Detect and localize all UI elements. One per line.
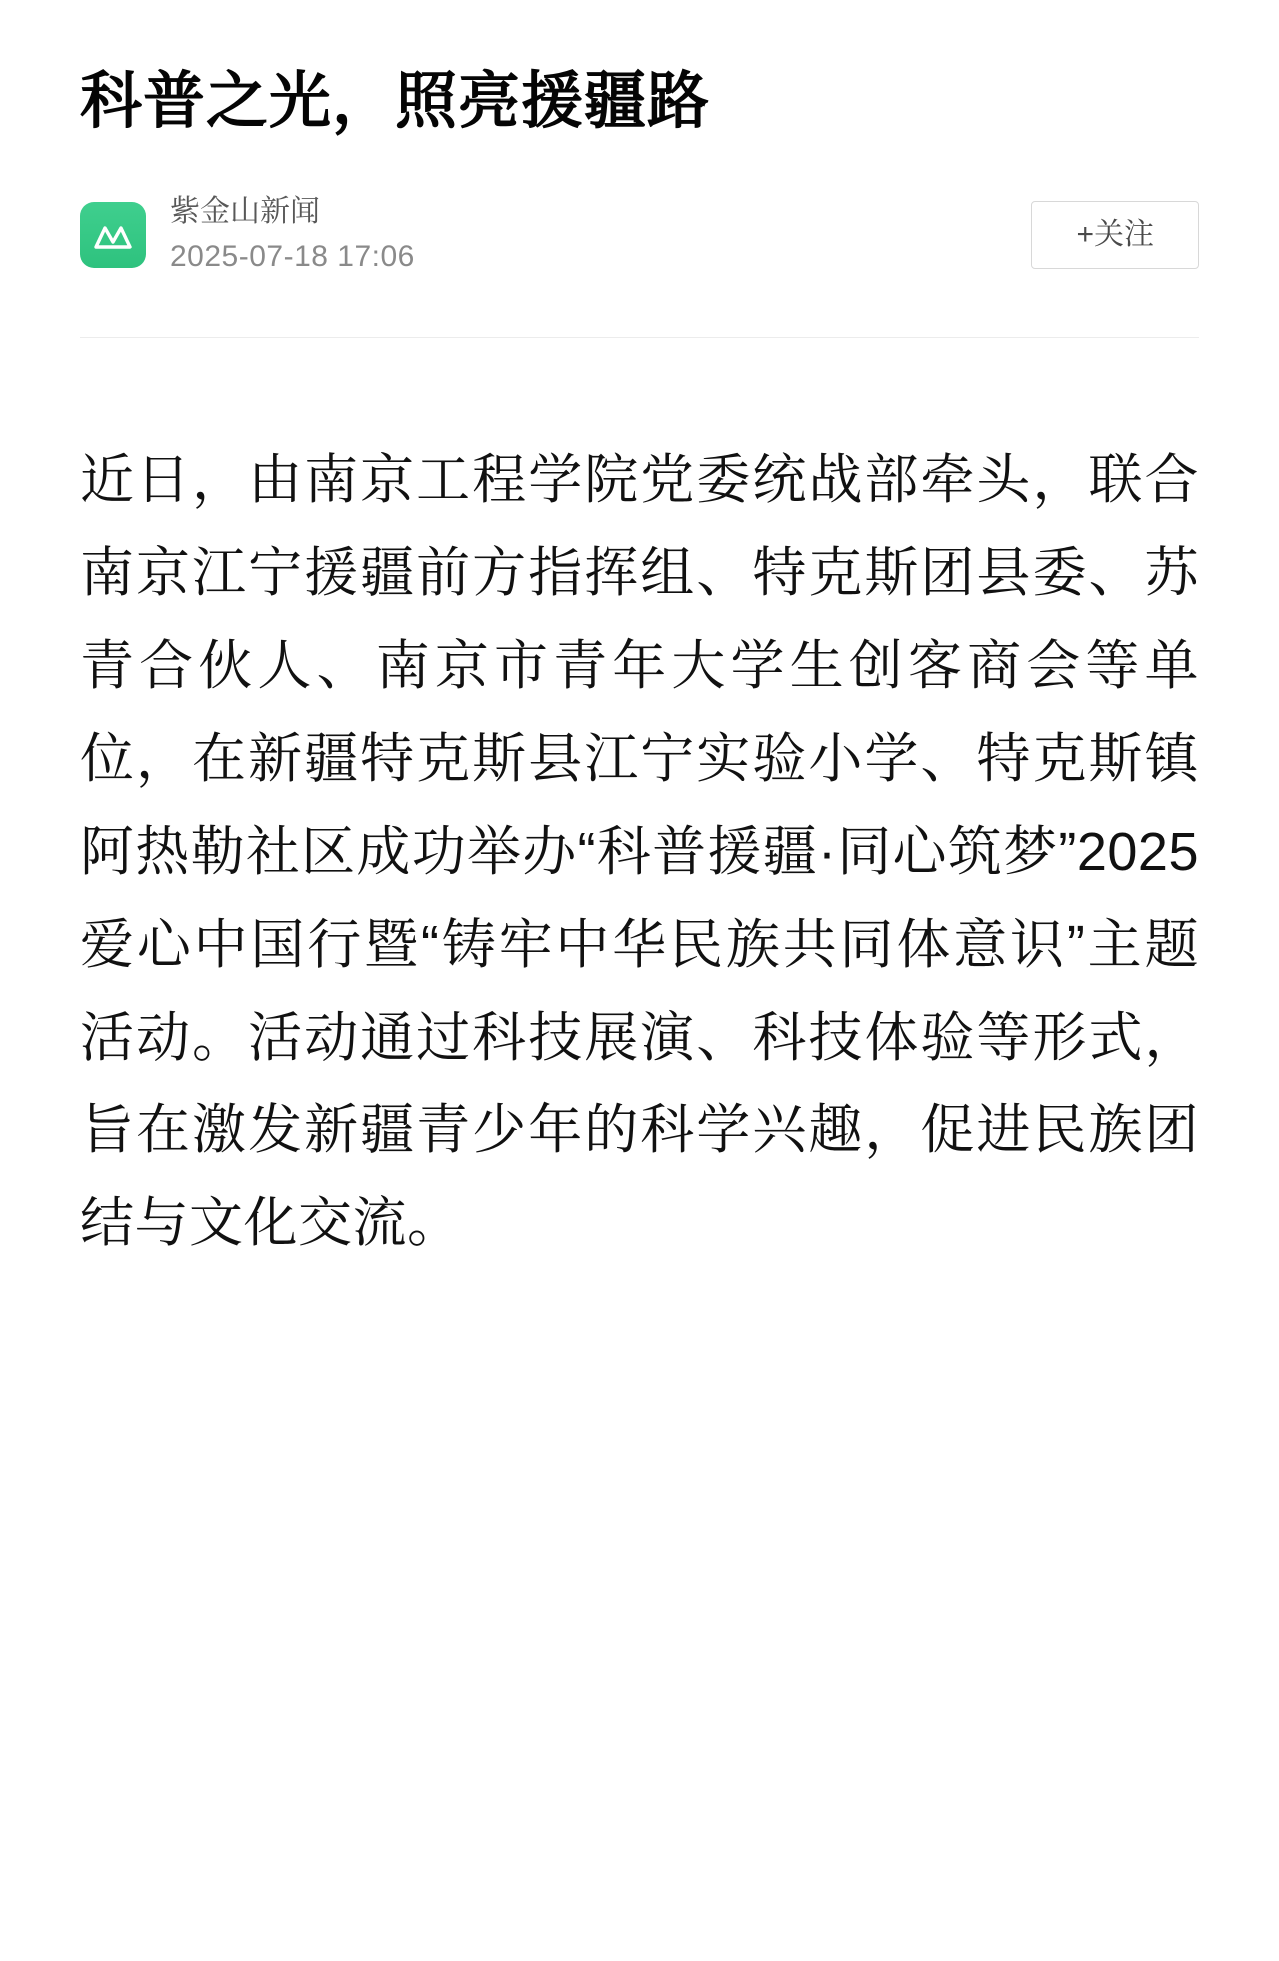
article-paragraph: 近日，由南京工程学院党委统战部牵头，联合南京江宁援疆前方指挥组、特克斯团县委、苏青合伙人、南京市青年大学生创客商会等单位，在新疆特克斯县江宁实验小学、特克斯镇阿热勒社区成功举办“科普援疆·同心筑梦”2025爱心中国行暨“铸牢中华民族共同体意识”主题活动。活动通过科技展演、科技体验等形式，旨在激发新疆青少年的科学兴趣，促进民族团结与文化交流。 <box>80 450 1199 1254</box>
meta-divider <box>80 337 1199 338</box>
follow-button[interactable]: +关注 <box>1031 201 1199 269</box>
mountain-logo-icon <box>93 218 133 252</box>
publish-time: 2025-07-18 17:06 <box>170 239 415 273</box>
page-title: 科普之光，照亮援疆路 <box>80 67 711 136</box>
source-info <box>170 193 415 277</box>
article-body <box>80 434 1199 1270</box>
bottom-spacer <box>80 1270 1199 1390</box>
avatar[interactable] <box>80 202 146 268</box>
source-name[interactable]: 紫金山新闻 <box>170 195 320 229</box>
article-meta <box>80 193 1199 277</box>
